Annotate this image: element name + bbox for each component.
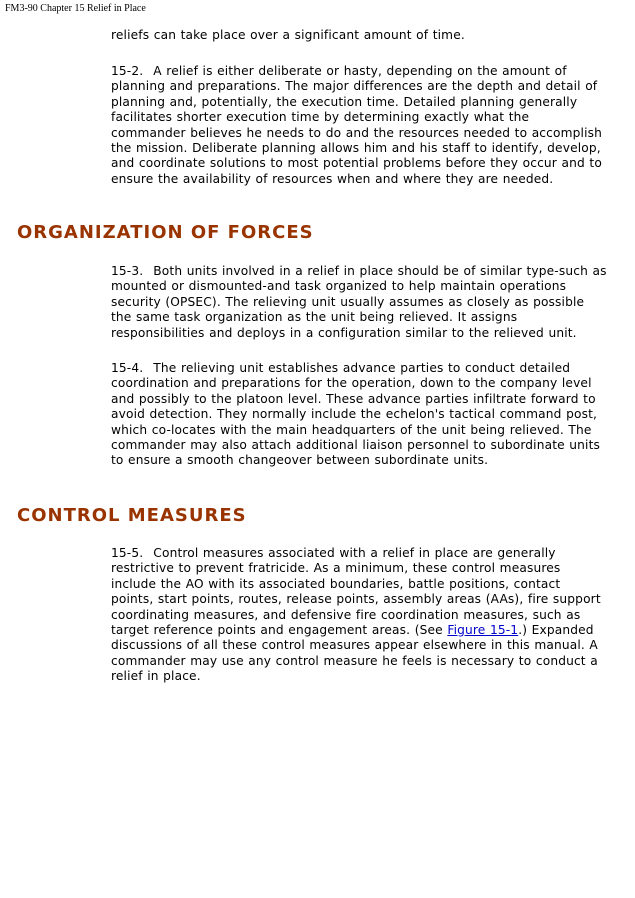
paragraph-15-4 — [111, 361, 607, 469]
section-heading-control-measures: CONTROL MEASURES — [17, 505, 247, 526]
paragraph-15-5 — [111, 546, 607, 685]
paragraph-text: Both units involved in a relief in place should be of similar type-such as mounted or dismounted-and task organized to help maintain operations security (OPSEC). The relieving unit usually assumes as closely as possible the same task organization as the unit being relieved. It assigns responsibilities and deploys in a configuration similar to the relieved unit. — [111, 264, 607, 340]
paragraph-number: 15-2. — [111, 64, 144, 78]
paragraph-text-continued: .) Expanded discussions of all these control measures appear elsewhere in this manual. A commander may use any control measure he feels is necessary to conduct a relief in place. — [111, 623, 598, 684]
paragraph-text: The relieving unit establishes advance parties to conduct detailed coordination and preparations for the operation, down to the company level and possibly to the platoon level. These advance parties infiltrate forward to avoid detection. They normally include the echelon's tactical command post, which co-locates with the main headquarters of the unit being relieved. The commander may also attach additional liaison personnel to subordinate units to ensure a smooth changeover between subordinate units. — [111, 361, 601, 468]
paragraph-text: Control measures associated with a relief in place are generally restrictive to prevent fratricide. As a minimum, these control measures include the AO with its associated boundaries, battle positions, contact points, start points, routes, release points, assembly areas (AAs), fire support coordinating measures, and defensive fire coordination measures, such as target reference points and engagement areas. (See — [111, 546, 601, 638]
paragraph-number: 15-4. — [111, 361, 144, 375]
section-heading-organization: ORGANIZATION OF FORCES — [17, 222, 314, 243]
intro-paragraph: reliefs can take place over a significant amount of time. — [111, 28, 465, 42]
paragraph-number: 15-3. — [111, 264, 144, 278]
paragraph-15-2 — [111, 64, 607, 187]
paragraph-text: A relief is either deliberate or hasty, depending on the amount of planning and preparations. The major differences are the depth and detail of planning and, potentially, the execution time. Detailed planning generally facilitates shorter execution time by determining exactly what the commander believes he needs to do and the resources needed to accomplish the mission. Deliberate planning allows him and his staff to identify, develop, and coordinate solutions to most potential problems before they occur and to ensure the availability of resources when and where they are needed. — [111, 64, 602, 186]
paragraph-number: 15-5. — [111, 546, 144, 560]
page-header: FM3-90 Chapter 15 Relief in Place — [5, 3, 146, 14]
figure-15-1-link[interactable]: Figure 15-1 — [447, 623, 519, 638]
paragraph-15-3 — [111, 264, 607, 341]
